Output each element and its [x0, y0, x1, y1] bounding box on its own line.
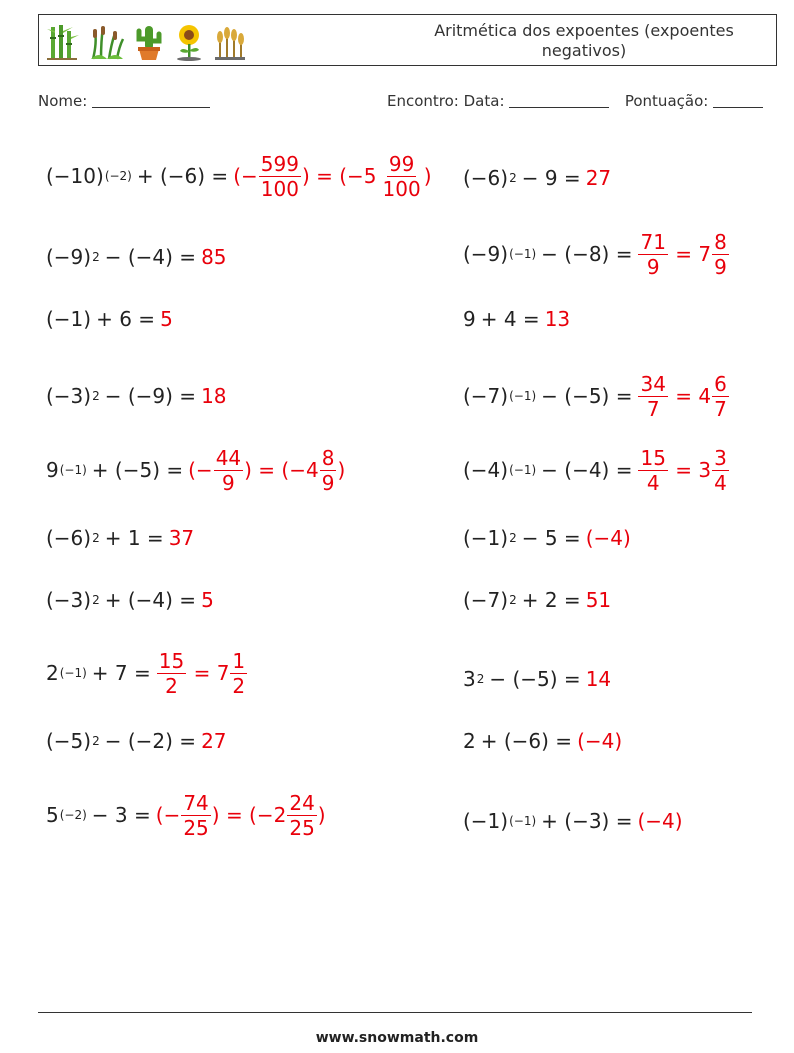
meeting-field [387, 92, 763, 110]
problem-left-6 [46, 508, 194, 568]
cactus-icon [133, 23, 165, 61]
wheat-icon [213, 23, 247, 61]
problem-operation: − 9 = [521, 166, 581, 190]
sunflower-icon [173, 23, 205, 61]
problem-operation: + (−3) = [541, 809, 633, 833]
problem-exponent: (−1) [509, 247, 537, 261]
problem-operation: − (−2) = [104, 729, 197, 753]
fraction-numerator: 6 [714, 371, 727, 396]
fraction-numerator: 34 [640, 371, 666, 396]
fraction-denominator: 9 [646, 254, 660, 279]
answer-fraction [259, 151, 301, 201]
answer-text: (− [188, 458, 213, 482]
fraction-denominator: 9 [222, 470, 235, 495]
problem-base: 9 [46, 458, 59, 482]
problem-exponent: 2 [92, 389, 100, 403]
answer-text: 14 [585, 667, 612, 691]
problem-operation: + 2 = [521, 588, 581, 612]
answer [201, 245, 226, 269]
problem-base: (−9) [46, 245, 92, 269]
footer-divider [38, 1012, 752, 1013]
answer-fraction [712, 229, 729, 279]
worksheet-header [38, 14, 777, 66]
problem-operation: + 4 = [480, 307, 540, 331]
problem-left-1 [46, 146, 432, 206]
fraction-numerator: 15 [640, 445, 666, 470]
answer-text: 27 [201, 729, 227, 753]
problem-left-10 [46, 785, 326, 845]
date-blank[interactable] [509, 93, 609, 108]
problem-right-5 [463, 440, 730, 500]
answer [201, 729, 226, 753]
answer-fraction [638, 371, 667, 421]
answer [637, 371, 729, 421]
answer-text: ) [423, 164, 432, 188]
problem-operation: + (−4) = [104, 588, 197, 612]
answer-fraction [214, 445, 243, 495]
answer-text: 18 [201, 384, 227, 408]
fraction-denominator: 9 [321, 470, 335, 495]
reeds-icon [89, 23, 125, 61]
answer-fraction [157, 648, 186, 698]
fraction-denominator: 100 [260, 176, 299, 201]
answer-fraction [381, 151, 423, 201]
problem-operation: + (−5) = [91, 458, 184, 482]
answer-text: (−4) [585, 526, 631, 550]
problem-base: (−1) [46, 307, 92, 331]
problem-exponent: 2 [92, 734, 100, 748]
fraction-denominator: 2 [232, 673, 246, 698]
answer-fraction [181, 790, 210, 840]
answer-text: ) [317, 803, 326, 827]
answer [586, 526, 631, 550]
bamboo-icon [45, 23, 81, 61]
problem-exponent: (−2) [59, 808, 87, 822]
fraction-numerator: 71 [640, 229, 666, 254]
fraction-numerator: 15 [158, 648, 185, 673]
problem-base: (−6) [463, 166, 509, 190]
answer-fraction [638, 229, 667, 279]
answer-text: 13 [544, 307, 571, 331]
problem-operation: − (−9) = [104, 384, 197, 408]
answer-text: = 7 [187, 661, 230, 685]
answer-text: = 3 [668, 458, 712, 482]
problem-exponent: 2 [92, 593, 100, 607]
problem-operation: − (−8) = [541, 242, 633, 266]
problem-base: 5 [46, 803, 59, 827]
answer [169, 526, 194, 550]
answer [637, 229, 729, 279]
problem-base: (−1) [463, 809, 509, 833]
fraction-numerator: 1 [232, 648, 246, 673]
problem-operation: − 5 = [521, 526, 581, 550]
answer-fraction [287, 790, 316, 840]
problem-base: (−5) [46, 729, 92, 753]
problem-base: (−7) [463, 384, 509, 408]
fraction-denominator: 100 [382, 176, 421, 201]
answer [637, 445, 729, 495]
answer-text: 5 [201, 588, 214, 612]
problem-left-4 [46, 366, 227, 426]
problem-base: (−6) [46, 526, 92, 550]
problem-exponent: 2 [509, 531, 517, 545]
problem-exponent: 2 [92, 531, 100, 545]
fraction-denominator: 7 [714, 396, 727, 421]
answer [156, 648, 248, 698]
problem-exponent: 2 [509, 171, 517, 185]
answer [577, 729, 622, 753]
problem-operation: + 7 = [91, 661, 151, 685]
fraction-numerator: 8 [714, 229, 727, 254]
fraction-numerator: 3 [714, 445, 727, 470]
score-label: Pontuação: [624, 92, 709, 110]
problem-right-9 [463, 711, 622, 771]
answer-text: 27 [585, 166, 612, 190]
header-icons [45, 21, 247, 61]
problem-operation: − (−5) = [489, 667, 581, 691]
answer-fraction [712, 445, 729, 495]
problem-right-6 [463, 508, 631, 568]
fraction-numerator: 24 [289, 790, 315, 815]
problem-operation: + (−6) = [136, 164, 229, 188]
answer-text: (− [233, 164, 258, 188]
problem-right-10 [463, 791, 683, 851]
fraction-numerator: 8 [321, 445, 335, 470]
answer [233, 151, 432, 201]
problem-base: (−7) [463, 588, 509, 612]
answer [637, 809, 682, 833]
answer-text: (−4) [637, 809, 683, 833]
problem-right-7 [463, 570, 611, 630]
problem-exponent: 2 [509, 593, 517, 607]
problem-base: (−1) [463, 526, 509, 550]
problem-left-7 [46, 570, 214, 630]
answer [586, 166, 611, 190]
problem-base: (−3) [46, 384, 92, 408]
problem-exponent: (−1) [59, 463, 87, 477]
problem-exponent: 2 [92, 250, 100, 264]
fraction-numerator: 44 [215, 445, 242, 470]
problem-operation: + (−6) = [480, 729, 573, 753]
fraction-numerator: 599 [260, 151, 299, 176]
answer-text: ) = (−4 [244, 458, 319, 482]
worksheet-title: Aritmética dos expoentes (expoentes negativos) [434, 21, 734, 60]
problem-exponent: (−1) [509, 814, 537, 828]
answer-text: ) = (−5 [301, 164, 377, 188]
problem-operation: − (−4) = [541, 458, 633, 482]
problem-base: 3 [463, 667, 476, 691]
answer-text: (− [155, 803, 181, 827]
answer-text: = 4 [668, 384, 712, 408]
answer-text: 37 [168, 526, 195, 550]
answer-fraction [712, 371, 729, 421]
problem-right-3 [463, 289, 570, 349]
answer-text: 51 [585, 588, 612, 612]
answer [160, 307, 173, 331]
name-blank[interactable] [92, 93, 210, 108]
fraction-denominator: 9 [714, 254, 727, 279]
fraction-numerator: 74 [183, 790, 209, 815]
problem-base: (−10) [46, 164, 104, 188]
problem-base: (−9) [463, 242, 509, 266]
meeting-label: Encontro: Data: [387, 92, 505, 110]
answer [545, 307, 570, 331]
answer [586, 588, 611, 612]
fraction-denominator: 25 [183, 815, 209, 840]
problem-exponent: (−1) [59, 666, 87, 680]
problem-left-5 [46, 440, 345, 500]
fraction-numerator: 99 [388, 151, 415, 176]
problem-operation: − (−5) = [541, 384, 633, 408]
problem-right-4 [463, 366, 730, 426]
problem-base: 2 [463, 729, 476, 753]
answer-text: 5 [160, 307, 173, 331]
problem-right-8 [463, 649, 611, 709]
fraction-denominator: 25 [289, 815, 315, 840]
answer [201, 588, 214, 612]
problem-operation: + 6 = [96, 307, 156, 331]
name-field [38, 92, 210, 110]
name-label: Nome: [38, 92, 88, 110]
problem-base: (−3) [46, 588, 92, 612]
answer-text: (−4) [577, 729, 623, 753]
footer-url: www.snowmath.com [315, 1030, 479, 1046]
problem-left-3 [46, 289, 173, 349]
answer [155, 790, 326, 840]
answer [201, 384, 226, 408]
problem-right-2 [463, 224, 730, 284]
answer-fraction [320, 445, 337, 495]
answer-text: ) = (−2 [211, 803, 287, 827]
problem-exponent: (−2) [104, 169, 132, 183]
answer-fraction [638, 445, 667, 495]
answer [586, 667, 611, 691]
problem-operation: − 3 = [91, 803, 151, 827]
problem-base: 9 [463, 307, 476, 331]
problem-left-2 [46, 227, 227, 287]
problem-exponent: 2 [476, 672, 485, 686]
fraction-denominator: 2 [165, 673, 178, 698]
answer-text: = 7 [668, 242, 712, 266]
problem-exponent: (−1) [509, 463, 537, 477]
problem-base: 2 [46, 661, 59, 685]
problem-operation: + 1 = [104, 526, 164, 550]
answer [188, 445, 346, 495]
answer-text: ) [337, 458, 346, 482]
problem-left-9 [46, 711, 227, 771]
problem-right-1 [463, 148, 611, 208]
answer-text: 85 [201, 245, 227, 269]
fraction-denominator: 7 [646, 396, 660, 421]
problem-base: (−4) [463, 458, 509, 482]
problem-operation: − (−4) = [104, 245, 197, 269]
answer-fraction [230, 648, 247, 698]
problem-exponent: (−1) [509, 389, 537, 403]
problem-left-8 [46, 643, 248, 703]
score-blank[interactable] [713, 93, 763, 108]
fraction-denominator: 4 [714, 470, 727, 495]
fraction-denominator: 4 [646, 470, 660, 495]
